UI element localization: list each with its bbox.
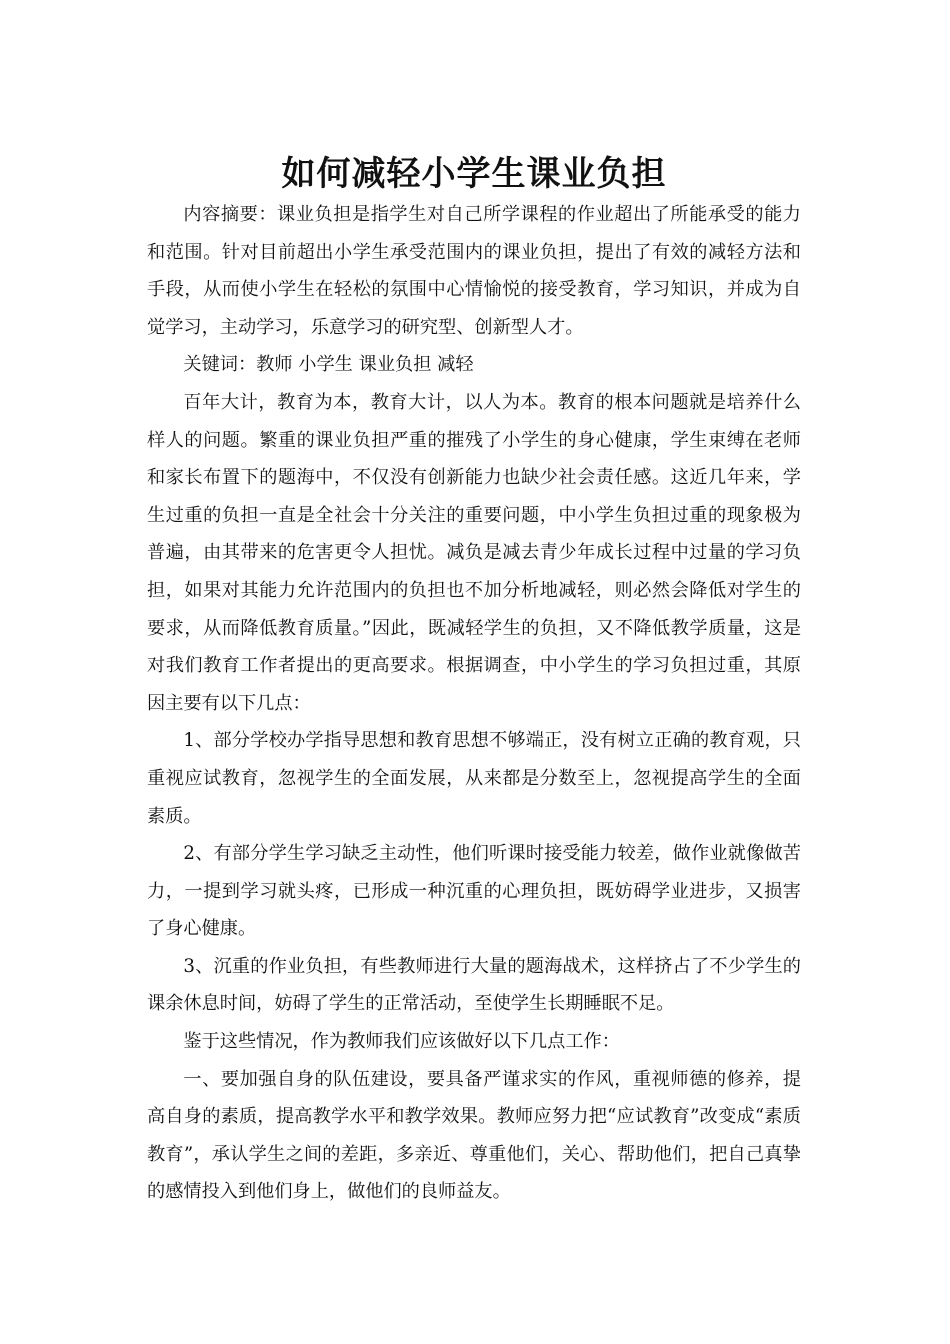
intro-paragraph: 百年大计，教育为本，教育大计，以人为本。教育的根本问题就是培养什么样人的问题。繁重的课业负担严重的摧残了小学生的身心健康，学生束缚在老师和家长布置下的题海中，不仅没有创新能力也缺少社会责任感。这近几年来，学生过重的负担一直是全社会十分关注的重要问题，中小学生负担过重的现象极为普遍，由其带来的危害更令人担忧。减负是减去青少年成长过程中过量的学习负担，如果对其能力允许范围内的负担也不加分析地减轻，则必然会降低对学生的要求，从而降低教育质量。”因此，既减轻学生的负担，又不降低教学质量，这是对我们教育工作者提出的更高要求。根据调查，中小学生的学习负担过重，其原因主要有以下几点：	[147, 391, 801, 714]
reason-2-paragraph: 2、有部分学生学习缺乏主动性，他们听课时接受能力较差，做作业就像做苦力，一提到学习就头疼，已形成一种沉重的心理负担，既妨碍学业进步，又损害了身心健康。	[147, 843, 801, 940]
abstract-paragraph: 内容摘要：课业负担是指学生对自己所学课程的作业超出了所能承受的能力和范围。针对目前超出小学生承受范围内的课业负担，提出了有效的减轻方法和手段，从而使小学生在轻松的氛围中心情愉悦的接受教育，学习知识，并成为自觉学习，主动学习，乐意学习的研究型、创新型人才。	[147, 204, 801, 338]
keywords-paragraph: 关键词：教师 小学生 课业负担 减轻	[183, 354, 474, 376]
reason-1-paragraph: 1、部分学校办学指导思想和教育思想不够端正，没有树立正确的教育观，只重视应试教育，忽视学生的全面发展，从来都是分数至上，忽视提高学生的全面素质。	[147, 730, 801, 827]
transition-paragraph: 鉴于这些情况，作为教师我们应该做好以下几点工作：	[183, 1031, 620, 1053]
measure-1-paragraph: 一、要加强自身的队伍建设，要具备严谨求实的作风，重视师德的修养，提高自身的素质，提高教学水平和教学效果。教师应努力把“应试教育”改变成“素质教育”，承认学生之间的差距，多亲近、尊重他们，关心、帮助他们，把自己真挚的感情投入到他们身上，做他们的良师益友。	[147, 1068, 801, 1203]
document-title: 如何减轻小学生课业负担	[281, 154, 667, 194]
document-page	[147, 150, 801, 1211]
reason-3-paragraph: 3、沉重的作业负担，有些教师进行大量的题海战术，这样挤占了不少学生的课余休息时间，妨碍了学生的正常活动，至使学生长期睡眠不足。	[147, 955, 801, 1015]
